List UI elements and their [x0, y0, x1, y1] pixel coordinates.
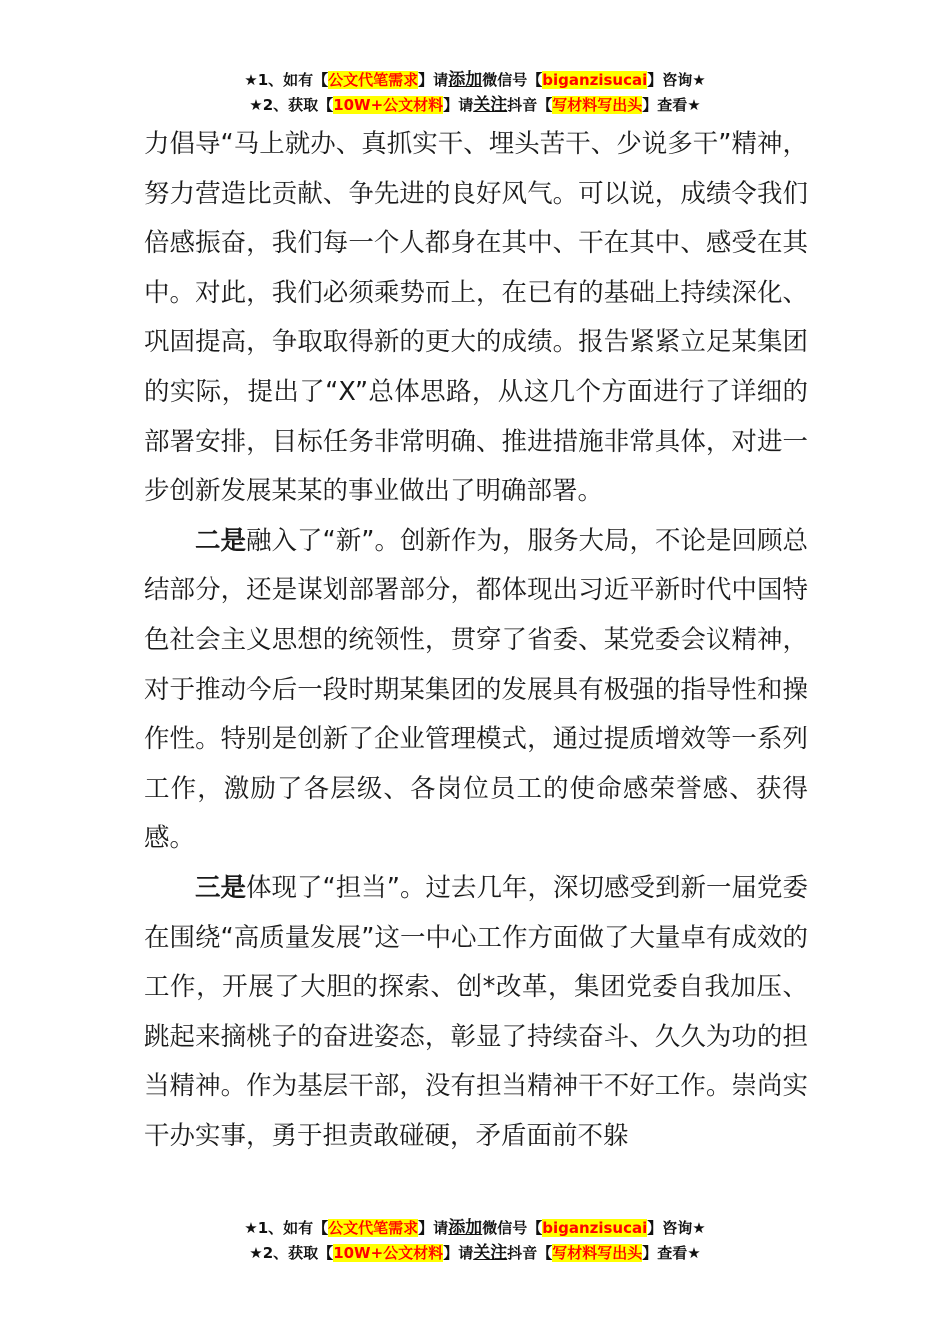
- footer-line1-prefix: ★1、如有【: [244, 1219, 329, 1237]
- header-line1-mid2: 微信号【: [482, 71, 543, 89]
- footer-line-1: [0, 1216, 950, 1241]
- footer-line2-mid1: 】请: [443, 1244, 474, 1262]
- footer-line-2: [0, 1241, 950, 1266]
- footer-line2-mid2: 抖音【: [507, 1244, 553, 1262]
- footer-line2-suffix: 】查看★: [642, 1244, 701, 1262]
- footer-line1-highlight-wechat: biganzisucai: [542, 1219, 648, 1237]
- header-line2-mid2: 抖音【: [507, 96, 553, 114]
- footer-line2-underline: 关注: [473, 1243, 508, 1263]
- document-body: [144, 120, 808, 1161]
- footer-line1-underline: 添加: [448, 1218, 483, 1238]
- header-line1-suffix: 】咨询★: [647, 71, 706, 89]
- footer-line1-suffix: 】咨询★: [647, 1219, 706, 1237]
- header-line1-underline: 添加: [448, 70, 483, 90]
- header-line2-prefix: ★2、获取【: [249, 96, 334, 114]
- header-line1-highlight-service: 公文代笔需求: [328, 71, 419, 89]
- paragraph-3-text: 体现了“担当”。过去几年，深切感受到新一届党委在围绕“高质量发展”这一中心工作方面做了大量卓有成效的工作，开展了大胆的探索、创*改革，集团党委自我加压、跳起来摘桃子的奋进姿态，彰显了持续奋斗、久久为功的担当精神。作为基层干部，没有担当精神干不好工作。崇尚实干办实事，勇于担责敢碰硬，矛盾面前不躲: [144, 872, 808, 1151]
- header-line2-mid1: 】请: [443, 96, 474, 114]
- header-line1-prefix: ★1、如有【: [244, 71, 329, 89]
- header-line2-suffix: 】查看★: [642, 96, 701, 114]
- footer-line1-highlight-service: 公文代笔需求: [328, 1219, 419, 1237]
- footer-line2-highlight-materials: 10W+公文材料: [333, 1244, 444, 1262]
- footer-line2-prefix: ★2、获取【: [249, 1244, 334, 1262]
- header-line2-highlight-materials: 10W+公文材料: [333, 96, 444, 114]
- paragraph-2-lead: 二是: [195, 525, 247, 556]
- header-line-1: [0, 68, 950, 93]
- header-line2-underline: 关注: [473, 95, 508, 115]
- footer-line1-mid1: 】请: [418, 1219, 449, 1237]
- header-line1-highlight-wechat: biganzisucai: [542, 71, 648, 89]
- paragraph-1: 力倡导“马上就办、真抓实干、埋头苦干、少说多干”精神，努力营造比贡献、争先进的良好风气。可以说，成绩令我们倍感振奋，我们每一个人都身在其中、干在其中、感受在其中。对此，我们必须乘势而上，在已有的基础上持续深化、巩固提高，争取取得新的更大的成绩。报告紧紧立足某集团的实际，提出了“X”总体思路，从这几个方面进行了详细的部署安排，目标任务非常明确、推进措施非常具体，对进一步创新发展某某的事业做出了明确部署。: [144, 129, 808, 507]
- header-line1-mid1: 】请: [418, 71, 449, 89]
- paragraph-2: [144, 517, 808, 864]
- header-line2-highlight-douyin: 写材料写出头: [552, 96, 643, 114]
- footer-line1-mid2: 微信号【: [482, 1219, 543, 1237]
- header-banner: [0, 68, 950, 118]
- paragraph-3-lead: 三是: [195, 872, 247, 903]
- footer-banner: [0, 1216, 950, 1266]
- paragraph-2-text: 融入了“新”。创新作为，服务大局，不论是回顾总结部分，还是谋划部署部分，都体现出习近平新时代中国特色社会主义思想的统领性，贯穿了省委、某党委会议精神，对于推动今后一段时期某集团的发展具有极强的指导性和操作性。特别是创新了企业管理模式，通过提质增效等一系列工作，激励了各层级、各岗位员工的使命感荣誉感、获得感。: [144, 525, 808, 854]
- header-line-2: [0, 93, 950, 118]
- paragraph-3: [144, 864, 808, 1162]
- footer-line2-highlight-douyin: 写材料写出头: [552, 1244, 643, 1262]
